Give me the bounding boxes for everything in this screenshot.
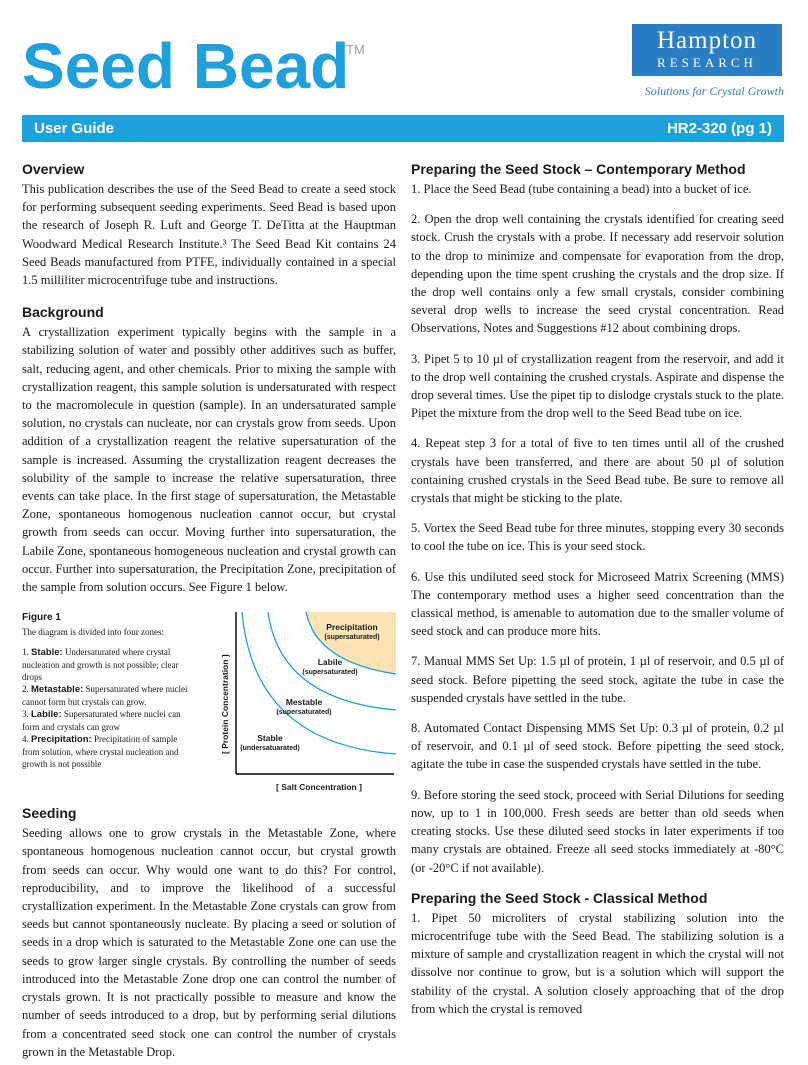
zone-text: Supersaturated where nuclei can form and crystals can grow <box>22 709 181 733</box>
classical-step-1: 1. Pipet 50 microliters of crystal stabilizing solution into the microcentrifuge tube with the Seed Bead. The stabilizing solution is a mixture of sample and crystallization reagent in which the crystal will not dissolve nor continue to grow, but is a solution which will support the stability of the crystal. A solution closely approaching that of the drop from which the crystal is removed <box>411 910 784 1016</box>
zone-item-labile <box>22 708 190 733</box>
precipitation-label: Precipitation <box>326 622 378 633</box>
zone-number: 4. <box>22 734 29 745</box>
stable-label: Stable <box>257 733 283 744</box>
banner-user-guide: User Guide <box>34 120 115 137</box>
background-body: A crystallization experiment typically begins with the sample in a stabilizing solution of water and possibly other additives such as buffer, salt, reducing agent, and other chemicals. Prior to mixing the sample with crystallization reagent, this sample solution is undersaturated with respect to the macromolecule in question (sample). In an undersaturated sample solution, no crystals can nucleate, nor can crystals grow from seeds. Upon addition of a crystallization reagent the relative supersaturation of the sample is increased. Assuming the crystallization reagent decreases the solubility of the sample to increase the relative supersaturation, three events can take place. In the first stage of supersaturation, the Metastable Zone, spontaneous homogenous nucleation cannot occur, but crystal growth from seeds can occur. Moving further into supersaturation, the Labile Zone, spontaneous homogeneous nucleation and crystal growth can occur. Further into supersaturation, the Precipitation Zone, precipitation of the sample from solution occurs. See Figure 1 below. <box>22 325 396 595</box>
contemporary-step-1: 1. Place the Seed Bead (tube containing a bead) into a bucket of ice. <box>411 182 752 196</box>
banner-page-id: HR2-320 (pg 1) <box>666 120 772 137</box>
contemporary-step-3: 3. Pipet 5 to 10 µl of crystallization reagent from the reservoir, and add it to the drop well containing the crushed crystals. Aspirate and dispense the drop several times. Use the pipet tip to dislodge crystals stuck to the plate. Pipet the mixture from the drop well to the Seed Bead tube on ice. <box>411 351 784 421</box>
overview-heading: Overview <box>22 161 85 177</box>
mestable-label: Mestable <box>285 697 323 708</box>
contemporary-step-8: 8. Automated Contact Dispensing MMS Set Up: 0.3 µl of protein, 0.2 µl of reservoir, and 0.1 µl of seed stock. Before pipetting the seed stock, agitate the tube in case the suspended crystals have settled in the tube. <box>411 721 784 772</box>
contemporary-step-4: 4. Repeat step 3 for a total of five to ten times until all of the crushed crystals have been transferred, and there are about 50 µl of solution containing crushed crystals in the Seed Bead tube. Be sure to remove all crystals that might be sticking to the plate. <box>411 436 784 506</box>
logo-tagline: Solutions for Crystal Growth <box>644 84 784 98</box>
background-heading: Background <box>22 304 104 321</box>
zone-number: 3. <box>22 709 29 720</box>
classical-heading: Preparing the Seed Stock - Classical Method <box>411 889 708 906</box>
header-banner <box>22 115 784 142</box>
trademark-mark: TM <box>346 42 365 57</box>
phase-diagram <box>198 604 396 800</box>
contemporary-step-5: 5. Vortex the Seed Bead tube for three minutes, stopping every 30 seconds to cool the tube on ice. This is your seed stock. <box>411 521 784 554</box>
hampton-research-logo <box>632 24 782 76</box>
zone-number: 2. <box>22 684 29 695</box>
zone-item-metastable <box>22 683 190 708</box>
precipitation-sublabel: (supersaturated) <box>324 634 380 642</box>
seeding-body: Seeding allows one to grow crystals in the Metastable Zone, where spontaneous homogenous nucleation cannot occur, but crystal growth from seeds can occur. Why would one want to do this? For control, reproducibility, and to improve the likelihood of a successful crystallization experiment. In the Metastable Zone crystals can grow from seeds but cannot spontaneously nucleate. By placing a seed or solution of seeds in a drop which is saturated to the Metastable Zone one can use the seeds to grow larger single crystals. By controlling the number of seeds introduced into the Metastable Zone drop one can control the number of crystals grown. It is not practically possible to measure and know the number of seeds introduced to a drop, but by performing serial dilutions from a concentrated seed stock one can control the number of crystals grown in the Metastable Drop. <box>22 826 396 1059</box>
overview-body: This publication describes the use of the Seed Bead to create a seed stock for performing subsequent seeding experiments. Seed Bead is based upon the research of Joseph R. Luft and George T. DeTitta at the Hauptman Woodward Medical Research Institute.³ The Seed Bead Kit contains 24 Seed Beads manufactured from PTFE, individually contained in a special 1.5 milliliter microcentrifuge tube and instructions. <box>22 182 396 288</box>
zone-label: Metastable: <box>31 684 84 696</box>
contemporary-step-7: 7. Manual MMS Set Up: 1.5 µl of protein, 1 µl of reservoir, and 0.5 µl of seed stock. Before pipetting the seed stock, agitate the tube in case the suspended crystals have settled in the tube. <box>411 654 784 705</box>
zone-item-precipitation <box>22 733 190 770</box>
left-column <box>22 160 396 1061</box>
zone-item-stable <box>22 646 190 683</box>
figure-1 <box>22 604 396 800</box>
zone-label: Precipitation: <box>31 734 92 746</box>
stable-sublabel: (undersatuarated) <box>240 745 300 753</box>
labile-sublabel: (supersaturated) <box>302 669 358 677</box>
zone-text: Precipitation of sample from solution, where crystal nucleation and growth is not possible <box>22 734 179 770</box>
figure-title: Figure 1 <box>22 612 61 624</box>
contemporary-step-2: 2. Open the drop well containing the crystals identified for creating seed stock. Crush the crystals with a probe. If necessary add reservoir solution to the drop to minimize and compensate for evaporation from the drop, depending upon the time spent crushing the crystals and the drop size. If the drop well contains only a few small crystals, consider combining several drop wells to increase the seed crystal concentration. Read Observations, Notes and Suggestions #12 about combining drops. <box>411 212 784 336</box>
right-column <box>411 160 784 1018</box>
zone-number: 1. <box>22 647 29 658</box>
labile-label: Labile <box>317 657 343 668</box>
zone-text: Undersaturated where crystal nucleation and growth is not possible; clear drops <box>22 647 179 683</box>
figure-legend <box>22 612 190 770</box>
figure-description: The diagram is divided into four zones: <box>22 627 164 638</box>
mestable-sublabel: (supersaturated) <box>276 709 332 717</box>
y-axis-title: [ Protein Concentration ] <box>220 654 230 755</box>
logo-subname: RESEARCH <box>657 55 757 70</box>
contemporary-heading: Preparing the Seed Stock – Contemporary Method <box>411 161 746 177</box>
seeding-heading: Seeding <box>22 805 77 822</box>
contemporary-step-9: 9. Before storing the seed stock, proceed with Serial Dilutions for seeding now, up to 1 in 100,000. Fresh seeds are better than old seeds when creating stocks. Use these diluted seed stocks in later experiments if too many crystals are obtained. Freeze all seed stocks immediately at -80°C (or -20°C if not available). <box>411 787 784 875</box>
x-axis-title: [ Salt Concentration ] <box>276 782 362 793</box>
logo-name: Hampton <box>656 27 758 54</box>
zone-label: Labile: <box>31 709 62 721</box>
product-title: Seed Bead <box>22 30 350 102</box>
zone-text: Supersaturated where nuclei cannot form but crystals can grow. <box>22 684 188 708</box>
contemporary-step-6: 6. Use this undiluted seed stock for Microseed Matrix Screening (MMS) The contemporary method uses a higher seed concentration than the classical method, is amenable to automation due to the smaller volume of seed stock and can produce more hits. <box>411 569 784 639</box>
zone-label: Stable: <box>31 647 63 659</box>
